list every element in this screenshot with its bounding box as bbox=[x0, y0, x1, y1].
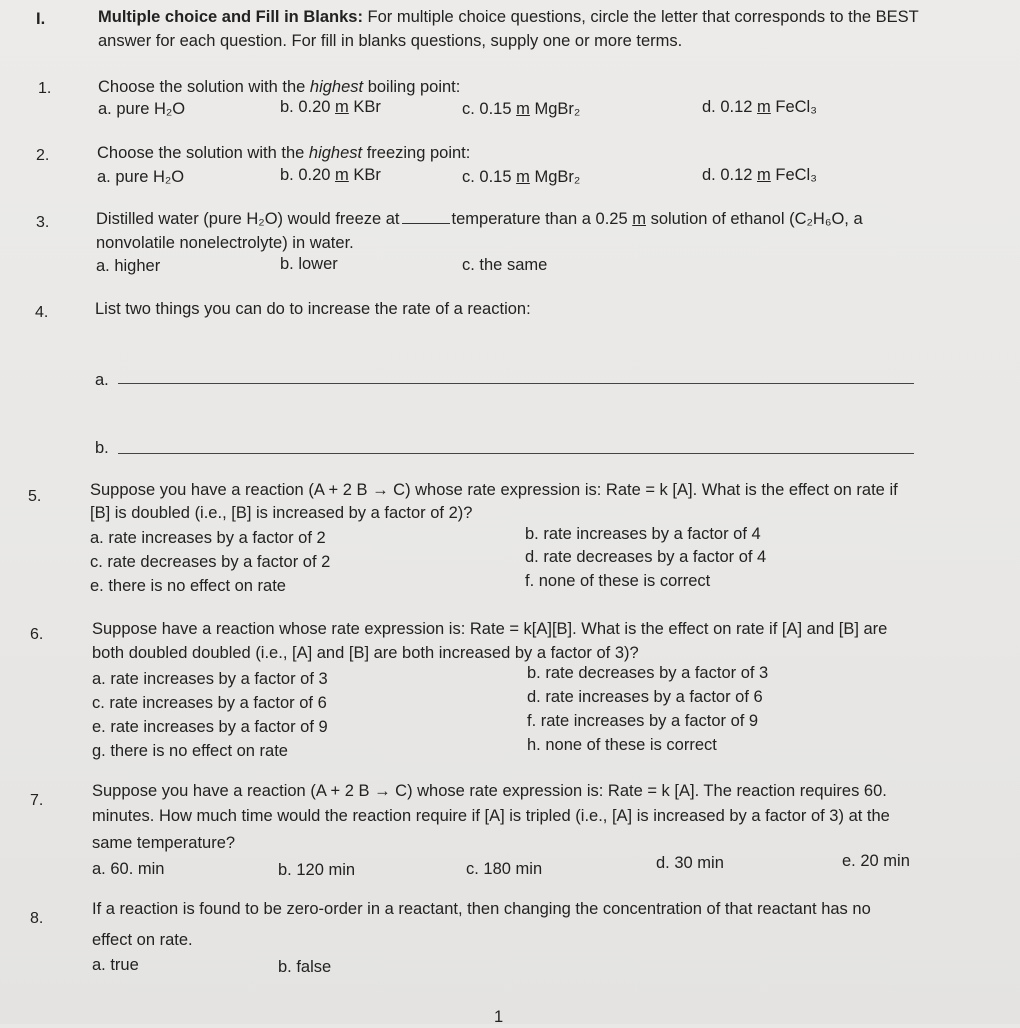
question-5-option-f[interactable]: f. none of these is correct bbox=[525, 572, 711, 590]
question-8-line-1: If a reaction is found to be zero-order in a reactant, then changing the concentration of that reactant has no bbox=[92, 900, 871, 918]
question-1-option-c[interactable] bbox=[462, 98, 580, 120]
question-4-stem: List two things you can do to increase the rate of a reaction: bbox=[95, 300, 531, 318]
question-3-line-2: nonvolatile nonelectrolyte) in water. bbox=[96, 234, 354, 252]
q1-c-molality: m bbox=[516, 100, 530, 118]
question-2-stem bbox=[97, 142, 470, 164]
question-6-option-a[interactable]: a. rate increases by a factor of 3 bbox=[92, 670, 328, 688]
question-6-option-e[interactable]: e. rate increases by a factor of 9 bbox=[92, 718, 328, 736]
q3-line1-pre: Distilled water (pure H₂O) would freeze at bbox=[96, 210, 400, 228]
question-1-stem-emphasis: highest bbox=[309, 78, 364, 96]
question-8-option-a[interactable]: a. true bbox=[92, 956, 139, 974]
question-8-line-2: effect on rate. bbox=[92, 931, 193, 949]
q1-b-post: KBr bbox=[348, 98, 381, 116]
question-1-option-d[interactable] bbox=[702, 96, 817, 118]
question-5-option-e[interactable]: e. there is no effect on rate bbox=[90, 577, 286, 595]
q1-d-post: FeCl₃ bbox=[770, 98, 817, 116]
question-1-number: 1. bbox=[38, 80, 52, 97]
q2-c-molality: m bbox=[516, 168, 530, 186]
question-2-option-d[interactable] bbox=[702, 164, 817, 186]
section-instructions-2: answer for each question. For fill in blanks questions, supply one or more terms. bbox=[98, 32, 683, 50]
q2-d-post: FeCl₃ bbox=[770, 166, 817, 184]
section-instructions-1: For multiple choice questions, circle the letter that corresponds to the BEST bbox=[367, 8, 919, 26]
page-number: 1 bbox=[494, 1008, 504, 1026]
question-7-option-c[interactable]: c. 180 min bbox=[466, 860, 543, 878]
q3-molality: m bbox=[632, 210, 646, 228]
question-4-answer-a-label: a. bbox=[95, 371, 109, 389]
question-7-option-b[interactable]: b. 120 min bbox=[278, 861, 356, 879]
section-title: Multiple choice and Fill in Blanks: bbox=[98, 8, 363, 26]
q2-b-molality: m bbox=[335, 166, 349, 184]
q2-d-molality: m bbox=[757, 166, 771, 184]
question-6-line-2: both doubled doubled (i.e., [A] and [B] are both increased by a factor of 3)? bbox=[92, 644, 639, 662]
q2-b-post: KBr bbox=[348, 166, 381, 184]
question-1-stem-pre: Choose the solution with the bbox=[98, 78, 310, 96]
question-1-option-a[interactable]: a. pure H₂O bbox=[98, 100, 186, 118]
question-8-number: 8. bbox=[30, 910, 44, 927]
question-2-stem-pre: Choose the solution with the bbox=[97, 144, 309, 162]
question-2-stem-emphasis: highest bbox=[308, 144, 363, 162]
q3-line1-end: solution of ethanol (C₂H₆O, a bbox=[645, 210, 863, 228]
question-7-line-3: same temperature? bbox=[92, 834, 236, 852]
question-2-stem-post: freezing point: bbox=[362, 144, 471, 162]
question-7-number: 7. bbox=[30, 792, 44, 809]
question-2-option-b[interactable] bbox=[280, 164, 381, 186]
question-7-option-a[interactable]: a. 60. min bbox=[92, 860, 165, 878]
q2-c-pre: c. 0.15 bbox=[462, 168, 517, 186]
question-2-option-a[interactable]: a. pure H₂O bbox=[97, 168, 185, 186]
question-6-option-d[interactable]: d. rate increases by a factor of 6 bbox=[527, 688, 763, 706]
q1-c-pre: c. 0.15 bbox=[462, 100, 517, 118]
question-5-option-a[interactable]: a. rate increases by a factor of 2 bbox=[90, 529, 326, 547]
question-1-stem bbox=[98, 76, 460, 98]
q2-d-pre: d. 0.12 bbox=[702, 166, 758, 184]
question-5-line-2: [B] is doubled (i.e., [B] is increased by a factor of 2)? bbox=[90, 504, 473, 522]
question-5-number: 5. bbox=[28, 488, 42, 505]
answer-line-b[interactable] bbox=[118, 453, 914, 454]
question-6-option-h[interactable]: h. none of these is correct bbox=[527, 736, 717, 754]
q2-b-pre: b. 0.20 bbox=[280, 166, 336, 184]
q1-b-pre: b. 0.20 bbox=[280, 98, 336, 116]
question-8-option-b[interactable]: b. false bbox=[278, 958, 332, 976]
question-5-option-d[interactable]: d. rate decreases by a factor of 4 bbox=[525, 548, 767, 566]
question-6-option-c[interactable]: c. rate increases by a factor of 6 bbox=[92, 694, 327, 712]
question-6-line-1: Suppose have a reaction whose rate expression is: Rate = k[A][B]. What is the effect on rate if [A] and [B] are bbox=[92, 620, 888, 638]
question-1-stem-post: boiling point: bbox=[363, 78, 461, 96]
question-3-line-1 bbox=[96, 208, 863, 230]
question-7-line-1: Suppose you have a reaction (A + 2 B → C) whose rate expression is: Rate = k [A]. The reaction requires 60. bbox=[92, 782, 887, 800]
section-header bbox=[98, 6, 919, 28]
q1-d-pre: d. 0.12 bbox=[702, 98, 758, 116]
q1-b-molality: m bbox=[335, 98, 349, 116]
question-6-option-b[interactable]: b. rate decreases by a factor of 3 bbox=[527, 664, 769, 682]
question-6-number: 6. bbox=[30, 626, 44, 643]
question-1-option-b[interactable] bbox=[280, 96, 381, 118]
question-5-option-c[interactable]: c. rate decreases by a factor of 2 bbox=[90, 553, 331, 571]
question-2-number: 2. bbox=[36, 147, 50, 164]
question-5-option-b[interactable]: b. rate increases by a factor of 4 bbox=[525, 525, 761, 543]
question-5-line-1: Suppose you have a reaction (A + 2 B → C) whose rate expression is: Rate = k [A]. What is the effect on rate if bbox=[90, 481, 898, 499]
section-numeral: I. bbox=[36, 10, 46, 28]
fill-in-blank[interactable] bbox=[402, 209, 450, 224]
question-7-option-e[interactable]: e. 20 min bbox=[842, 852, 910, 870]
q1-d-molality: m bbox=[757, 98, 771, 116]
question-4-number: 4. bbox=[35, 304, 49, 321]
question-3-option-b[interactable]: b. lower bbox=[280, 255, 338, 273]
question-4-answer-b-label: b. bbox=[95, 439, 109, 457]
question-6-option-g[interactable]: g. there is no effect on rate bbox=[92, 742, 288, 760]
question-7-line-2: minutes. How much time would the reaction require if [A] is tripled (i.e., [A] is increased by a factor of 3) at the bbox=[92, 807, 890, 825]
question-7-option-d[interactable]: d. 30 min bbox=[656, 854, 724, 872]
question-3-option-c[interactable]: c. the same bbox=[462, 256, 548, 274]
question-6-option-f[interactable]: f. rate increases by a factor of 9 bbox=[527, 712, 759, 730]
q1-c-post: MgBr₂ bbox=[529, 100, 581, 118]
q2-c-post: MgBr₂ bbox=[529, 168, 581, 186]
question-3-number: 3. bbox=[36, 214, 50, 231]
question-3-option-a[interactable]: a. higher bbox=[96, 257, 161, 275]
question-2-option-c[interactable] bbox=[462, 166, 580, 188]
q3-line1-post: temperature than a 0.25 bbox=[451, 210, 633, 228]
answer-line-a[interactable] bbox=[118, 383, 914, 384]
